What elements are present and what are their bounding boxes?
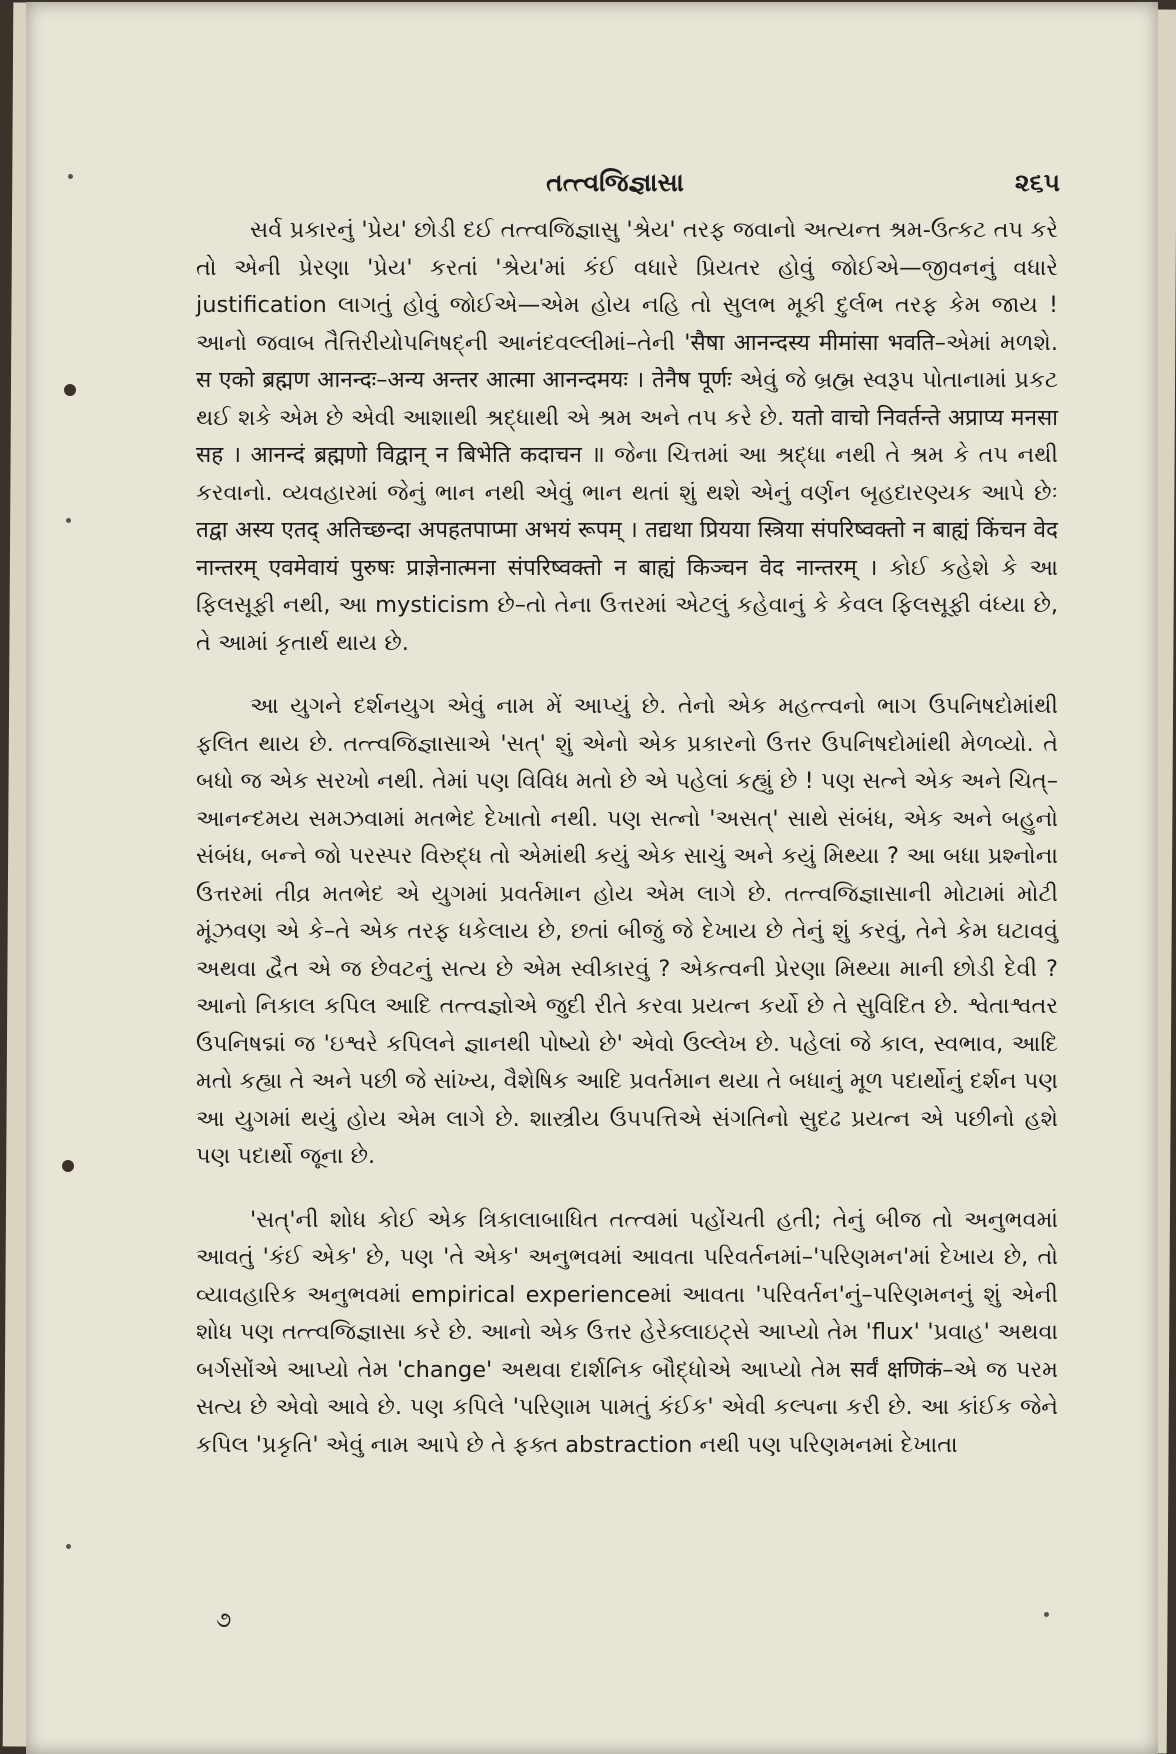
binding-hole — [64, 384, 76, 396]
binding-hole — [62, 1160, 74, 1172]
speck — [66, 1544, 71, 1549]
paragraph: સર્વ પ્રકારનું 'પ્રેય' છોડી દઈ તત્ત્વજિજ્ઞાસુ 'શ્રેય' તરફ જવાનો અત્યન્ત શ્રમ-ઉત્કટ તપ કરે તો એની પ્રેરણા 'પ્રેય' કરતાં 'શ્રેય'માં કંઈ વધારે પ્રિયતર હોવું જોઈએ—જીવનનું વધારે justification લાગતું હોવું જોઈએ—એમ હોય નહિ તો સુલભ મૂકી દુર્લભ તરફ કેમ જાય ! આનો જવાબ તૈત્તિરીયોપનિષદ્ની આનંદવલ્લીમાં–તેની 'सैषा आनन्दस्य मीमांसा भवति–એમાં મળશે. स एको ब्रह्मण आनन्दः–अन्य अन्तर आत्मा आनन्दमयः । तेनैष पूर्णः એવું જે બ્રહ્મ સ્વરૂપ પોતાનામાં પ્રકટ થઈ શકે એમ છે એવી આશાથી શ્રદ્ધાથી એ શ્રમ અને તપ કરે છે. यतो वाचो निवर्तन्ते अप्राप्य मनसा सह । आनन्दं ब्रह्मणो विद्वान् न बिभेति कदाचन ॥ જેના ચિત્તમાં આ શ્રદ્ધા નથી તે શ્રમ કે તપ નથી કરવાનો. વ્યવહારમાં જેનું ભાન નથી એવું ભાન થતાં શું થશે એનું વર્ણન બૃહદારણ્યક આપે છેઃ तद्वा अस्य एतद् अतिच्छन्दा अपहतपाप्मा अभयं रूपम् । तद्यथा प्रियया स्त्रिया संपरिष्वक्तो न बाह्यं किंचन वेद नान्तरम् एवमेवायं पुरुषः प्राज्ञेनात्मना संपरिष्वक्तो न बाह्यं किञ्चन वेद नान्तरम् । કોઈ કહેશે કે આ ફિલસૂફી નથી, આ mysticism છે–તો તેના ઉત્તરમાં એટલું કહેવાનું કે કેવલ ફિલસૂફી વંધ્યા છે, તે આમાં કૃતાર્થ થાય છે. — [196, 217, 1058, 656]
page-number: ૨૬૫ — [1014, 168, 1060, 197]
speck — [66, 518, 71, 523]
body-text — [196, 212, 1058, 1490]
paragraph: 'સત્'ની શોધ કોઈ એક ત્રિકાલાબાધિત તત્ત્વમાં પહોંચતી હતી; તેનું બીજ તો અનુભવમાં આવતું 'કંઈ એક' છે, પણ 'તે એક' અનુભવમાં આવતા પરિવર્તનમાં–'પરિણમન'માં દેખાય છે, તો વ્યાવહારિક અનુભવમાં empirical experienceમાં આવતા 'પરિવર્તન'નું–પરિણમનનું શું એની શોધ પણ તત્ત્વજિજ્ઞાસા કરે છે. આનો એક ઉત્તર હેરેક્લાઇટ્સે આપ્યો તેમ 'flux' 'પ્રવાહ' અથવા બર્ગસોંએ આપ્યો તેમ 'change' અથવા દાર્શનિક બૌદ્ધોએ આપ્યો તેમ सर्वं क्षणिकं–એ જ પરમ સત્ય છે એવો આવે છે. પણ કપિલે 'પરિણામ પામતું કંઈક' એવી કલ્પના કરી છે. આ કાંઈક જેને કપિલ 'પ્રકૃતિ' એવું નામ આપે છે તે ફક્ત abstraction નથી પણ પરિણમનમાં દેખાતા — [196, 1206, 1058, 1458]
speck — [1044, 1612, 1049, 1617]
speck — [68, 174, 73, 179]
paragraph: આ યુગને દર્શનયુગ એવું નામ મેં આપ્યું છે. તેનો એક મહત્ત્વનો ભાગ ઉપનિષદોમાંથી ફલિત થાય છે. તત્ત્વજિજ્ઞાસાએ 'સત્' શું એનો એક પ્રકારનો ઉત્તર ઉપનિષદોમાંથી મેળવ્યો. તે બધો જ એક સરખો નથી. તેમાં પણ વિવિધ મતો છે એ પહેલાં કહ્યું છે ! પણ સત્ને એક અને ચિત્–આનન્દમય સમઝવામાં મતભેદ દેખાતો નથી. પણ સત્નો 'અસત્' સાથે સંબંધ, એક અને બહુનો સંબંધ, બન્ને જો પરસ્પર વિરુદ્ધ તો એમાંથી કયું એક સાચું અને કયું મિથ્યા ? આ બધા પ્રશ્નોના ઉત્તરમાં તીવ્ર મતભેદ એ યુગમાં પ્રવર્તમાન હોય એમ લાગે છે. તત્ત્વજિજ્ઞાસાની મોટામાં મોટી મૂંઝવણ એ કે–તે એક તરફ ધકેલાય છે, છતાં બીજું જે દેખાય છે તેનું શું કરવું, તેને કેમ ઘટાવવું અથવા દ્વૈત એ જ છેવટનું સત્ય છે એમ સ્વીકારવું ? એકત્વની પ્રેરણા મિથ્યા માની છોડી દેવી ? આનો નિકાલ કપિલ આદિ તત્ત્વજ્ઞોએ જુદી રીતે કરવા પ્રયત્ન કર્યો છે તે સુવિદિત છે. શ્વેતાશ્વતર ઉપનિષદ્માં જ 'ઇશ્વરે કપિલને જ્ઞાનથી પોષ્યો છે' એવો ઉલ્લેખ છે. પહેલાં જે કાલ, સ્વભાવ, આદિ મતો કહ્યા તે અને પછી જે સાંખ્ય, વૈશેષિક આદિ પ્રવર્તમાન થયા તે બધાનું મૂળ પદાર્થોનું દર્શન પણ આ યુગમાં થયું હોય એમ લાગે છે. શાસ્ત્રીય ઉપપત્તિએ સંગતિનો સુદઢ પ્રયત્ન એ પછીનો હશે પણ પદાર્થો જૂના છે. — [196, 693, 1058, 1169]
page-header — [170, 168, 1060, 208]
running-title: તત્ત્વજિજ્ઞાસા — [546, 168, 684, 197]
signature-mark: ૭ — [216, 1608, 232, 1633]
